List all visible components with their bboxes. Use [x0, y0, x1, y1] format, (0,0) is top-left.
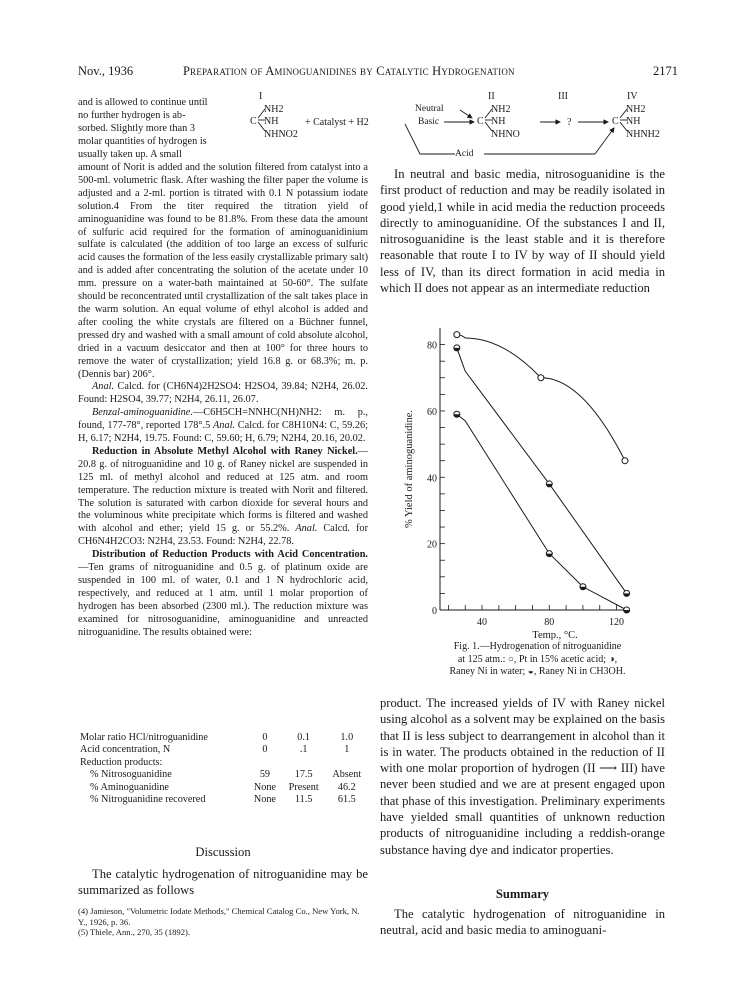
right-paragraph-1: In neutral and basic media, nitrosoguanidine is the first product of reduction and may be readily isolated in good yield,1 while in acid media the reduction proceeds directly to aminoguanidine. Of the substances I and II, nitrosoguanidine is the least stable and it is therefore reasonable that route I to IV by way of II should yield less of IV, than its direct formation in acid media in which II does not appear as an intermediate reduction [380, 167, 665, 296]
y-tick-label: 0 [432, 606, 437, 617]
discussion-heading: Discussion [195, 845, 251, 859]
footnotes [78, 906, 368, 938]
left-column-body [78, 162, 368, 640]
label-III: III [558, 91, 568, 102]
table-cell: 17.5 [294, 769, 313, 781]
table-cell: Absent [332, 769, 362, 781]
section-acid-concentration [78, 549, 368, 639]
table-cell: 0.1 [297, 732, 311, 743]
y-axis-label: % Yield of aminoguanidine. [404, 409, 415, 529]
x-tick-label: 40 [477, 617, 488, 628]
compound-I-nhno2: NHNO2 [264, 129, 298, 140]
data-point [622, 458, 628, 464]
table-row [78, 782, 368, 794]
row-label: % Aminoguanidine [90, 781, 169, 793]
caption-line: Raney Ni in water; ◒, Raney Ni in CH3OH. [449, 666, 626, 678]
table-cell: 59 [259, 769, 271, 781]
table-cell: 1 [344, 744, 350, 756]
wrap-line: molar quantities of hydrogen is [78, 135, 207, 147]
caption-line: at 125 atm.: ○, Pt in 15% acetic acid; ◑, [457, 653, 618, 665]
table-row [78, 757, 368, 769]
y-tick-label: 60 [427, 406, 437, 418]
table-cell: None [253, 781, 276, 793]
anal-text: Calcd. for C8H10N4: C, 59.26; H, 6.17; N2H4, 19.75. Found: C, 59.60; H, 6.79; N2H4, 20.16, 20.02. [78, 420, 368, 445]
row-label: % Nitrosoguanidine [90, 769, 172, 781]
section-methyl-alcohol [78, 446, 368, 549]
neutral-label: Neutral [415, 104, 444, 114]
table-cell: 1.0 [340, 732, 354, 743]
section-text: —20.8 g. of nitroguanidine and 10 g. of Raney nickel are suspended in 125 ml. of methyl alcohol and reduced at 125 atm. and room temperature. The reduction mixture is treated with Norit and filtered. The solution is saturated with carbon dioxide for several hours and the voluminous white precipitate which forms is filtered and washed with alcohol and ether; yield 15 g. or 55.2%. [78, 445, 368, 535]
compound-I-nh: NH [264, 116, 279, 127]
table-cell [326, 757, 368, 769]
anal-label: Anal. [295, 523, 318, 535]
compound-IV-nh: NH [626, 116, 641, 127]
caption-line: Fig. 1.—Hydrogenation of nitroguanidine [453, 641, 622, 652]
footnote-4: (4) Jamieson, "Volumetric Iodate Methods," Chemical Catalog Co., New York, N. Y., 1926, p. 36. [78, 906, 360, 927]
compound-IV-nh2: NH2 [626, 104, 646, 115]
table-cell [248, 757, 282, 769]
benzal-paragraph [78, 407, 368, 446]
summary-text: The catalytic hydrogenation of nitroguanidine in neutral, acid and basic media to aminoguani- [380, 907, 665, 938]
compound-IV-nhnh2: NHNH2 [626, 129, 660, 140]
unknown-product: ? [567, 117, 572, 128]
header-page-number: 2171 [653, 64, 678, 78]
series-line [457, 414, 627, 610]
label-II: II [488, 91, 495, 102]
wrap-line: usually taken up. A small [78, 148, 182, 160]
section-title: Distribution of Reduction Products with Acid Concentration. [92, 549, 368, 561]
compound-I-nh2: NH2 [264, 104, 284, 115]
running-header [78, 64, 678, 82]
y-tick-label: 80 [427, 340, 437, 352]
section-title: Reduction in Absolute Methyl Alcohol with Raney Nickel. [92, 445, 358, 457]
table-cell: 0 [262, 744, 268, 756]
anal-label: Anal. [92, 381, 115, 393]
compound-II-nhno: NHNO [491, 129, 520, 140]
row-label: Reduction products: [80, 756, 163, 768]
compound-I-carbon: C [250, 116, 257, 127]
y-tick-label: 20 [427, 539, 437, 551]
table-cell: 61.5 [337, 794, 356, 806]
summary-heading: Summary [495, 887, 550, 901]
data-point [538, 375, 544, 381]
figure-1-chart [400, 318, 670, 640]
data-point [454, 332, 460, 338]
basic-label: Basic [418, 117, 440, 127]
compound-II-nh2: NH2 [491, 104, 511, 115]
benzal-label: Benzal-aminoguanidine. [92, 407, 193, 419]
scheme-bonds-and-arrows [240, 90, 680, 165]
table-row [78, 769, 368, 781]
table-cell: .1 [299, 744, 308, 756]
anal-label: Anal. [213, 420, 236, 432]
wrap-line: and is allowed to continue until [78, 97, 208, 108]
table-cell: 0 [262, 732, 268, 743]
y-tick-label: 40 [427, 473, 437, 485]
x-axis-label: Temp., °C. [532, 630, 578, 640]
table-row [78, 744, 368, 756]
table-cell: None [253, 794, 276, 806]
right-paragraph-2: product. The increased yields of IV with Raney nickel using alcohol as a solvent may be explained on the basis that II is less subject to dearrangement in alcohol than it is in water. The products obtained in the reduction of II with one molar proportion of hydrogen (II ⟶ III) have never been studied and we are at present engaged upon that phase of this investigation. Preliminary experiments have yielded small quantities of unknown reduction products of nitroguanidine including a reddish-orange substance having dye and indicator properties. [380, 696, 665, 857]
anal-text: Calcd. for CH6N4H2CO3: N2H4, 23.53. Found: N2H4, 22.78. [78, 523, 369, 548]
label-IV: IV [627, 91, 638, 102]
figure-caption [410, 641, 665, 679]
row-label: % Nitroguanidine recovered [90, 794, 206, 806]
left-wrap-text [78, 97, 238, 162]
x-tick-label: 120 [609, 617, 625, 628]
wrap-line: no further hydrogen is ab- [78, 109, 186, 121]
analysis-1 [78, 381, 368, 407]
table-cell [282, 757, 326, 769]
discussion-text: The catalytic hydrogenation of nitroguanidine may be summarized as follows [78, 867, 368, 898]
wrap-line: sorbed. Slightly more than 3 [78, 122, 195, 134]
header-title: Preparation of Aminoguanidines by Catalytic Hydrogenation [183, 64, 515, 78]
series-line [457, 348, 627, 594]
benzal-text: —C6H5CH=NNHC(NH)NH2: m. p., found, 177-78°, reported 178°.5 [78, 407, 368, 432]
x-tick-label: 80 [544, 617, 555, 628]
footnote-5: (5) Thiele, Ann., 270, 35 (1892). [78, 927, 191, 937]
acid-label: Acid [455, 149, 474, 159]
table-cell: 11.5 [294, 794, 313, 806]
series-line [457, 335, 625, 461]
compound-II-nh: NH [491, 116, 506, 127]
row-label: Molar ratio HCl/nitroguanidine [80, 732, 208, 743]
label-I: I [259, 91, 263, 102]
section-text: —Ten grams of nitroguanidine and 0.5 g. of platinum oxide are suspended in 100 ml. of water, 0.1 and 1 N hydrochloric acid, respectively, and reduced at 1 atm. until 1 molar proportion of hydrogen has been absorbed (2300 ml.). The reduction mixture was examined for nitrosoguanidine, aminoguanidine and unreacted nitroguanidine. The results obtained were: [78, 562, 368, 638]
table-cell: 46.2 [337, 781, 356, 793]
compound-II-carbon: C [477, 116, 484, 127]
anal-text: Calcd. for (CH6N4)2H2SO4: H2SO4, 39.84; N2H4, 26.02. Found: H2SO4, 39.77; N2H4, 26.11, 26.07. [78, 381, 368, 406]
header-date: Nov., 1936 [78, 64, 134, 78]
table-row [78, 732, 368, 744]
table-cell: Present [288, 781, 319, 793]
paragraph-titration: amount of Norit is added and the solution filtered from catalyst into a 500-ml. volumetric flask. After washing the filter paper the volume is adjusted and a 2-ml. portion is titrated with 0.1 N potassium iodate solution.4 From the titer required the titration yield of aminoguanidine was found to be 81.8%. From these data the amount of sulfuric acid required for the formation of aminoguanidinium sulfate is calculated (the addition of too large an excess of sulfuric acid causes the formation of the less easily crystallizable primary salt) and is added after concentrating the solution of the acetate under 10 mm. pressure on a water-bath maintained at 50-60°. The sulfate should be reconcentrated until crystallization of the salt takes place in the warm solution. An equal volume of ethyl alcohol is added and after cooling the white crystals are filtered on a Büchner funnel, pressed dry and washed with a small amount of cold absolute alcohol, dried in a vacuum desiccator and then at 100° for three hours to remove the water of crystallization; yield 16.8 g. or 68.3%; m. p. (Dennis bar) 206°. [78, 162, 368, 380]
reagents: + Catalyst + H2 [305, 117, 369, 128]
results-table [78, 732, 368, 806]
compound-IV-carbon: C [612, 116, 619, 127]
table-row [78, 794, 368, 806]
row-label: Acid concentration, N [80, 744, 171, 756]
